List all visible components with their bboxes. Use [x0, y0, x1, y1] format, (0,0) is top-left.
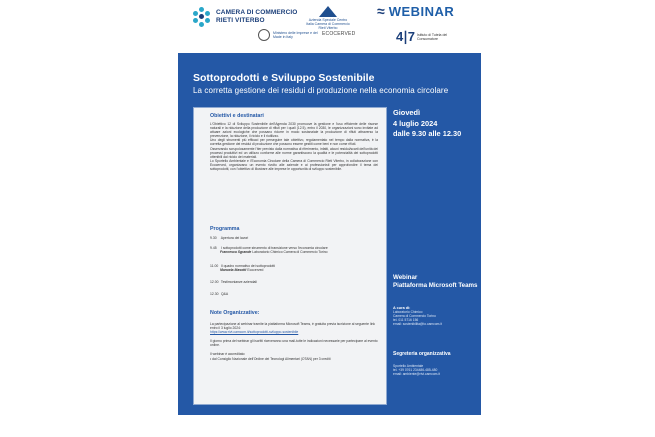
- contact-line: tel. 011 5716 156: [393, 318, 419, 323]
- ccrv-logo: [192, 7, 297, 27]
- program-heading: Programma: [210, 226, 240, 232]
- objectives-heading: Obiettivi e destinatari: [210, 113, 264, 119]
- event-title: Sottoprodotti e Sviluppo Sostenibile: [193, 72, 375, 84]
- event-date-value: 4 luglio 2024: [393, 118, 438, 128]
- ccrv-flower-icon: [192, 7, 212, 27]
- objectives-p3: Osservando scrupolosamente l'iter previsto dalla normativa di riferimento, infatti, alcuni residui/scarti dell'unità dei processi produttivi ed un utilizzo conforme alle norme garantiscono la qualità e le potenzialità dei sottoprodotti ottenibili dal riciclo dei materiali.: [210, 146, 378, 159]
- emblem-icon: [258, 29, 270, 41]
- program-item: [210, 264, 275, 272]
- azienda-speciale-text: Azienda Speciale Centro Italia Camera di Commercio Rieti Viterbo: [306, 18, 350, 30]
- segreteria-title: Segreteria organizzativa: [393, 351, 451, 357]
- objectives-p2: Uno degli strumenti più efficaci per perseguire tale obiettivo, regolamentato nel tempo dalla normativa, è la corretta gestione dei residui di produzione che possono essere gestiti come beni e non come rifiuti.: [210, 138, 378, 147]
- content-card: [193, 107, 387, 405]
- event-hours: dalle 9.30 alle 12.30: [393, 129, 462, 138]
- notes-p1: La partecipazione al webinar tramite la piattaforma Microsoft Teams, è gratuita previa iscrizione al seguente link entro il 3 luglio 2024:: [210, 322, 375, 331]
- notes-text: La partecipazione al webinar tramite la piattaforma Microsoft Teams, è gratuita previa iscrizione al seguente link entro il 3 luglio 2024: https://www.rivt.camcom.it/sottoprodotti-sviluppo-sostenibile Il giorno prima del webinar gli iscritti riceveranno una mail-tutte le indicazioni necessarie per partecipare al evento online. Il webinar è accreditato: • dal Consiglio Nazionale dell'Ordine dei Tecnologi Alimentari (OTAN) per 3 crediti: [210, 322, 380, 366]
- program-text: Apertura dei lavori: [220, 236, 249, 240]
- istituto-logo: [396, 29, 455, 45]
- contact-email[interactable]: email: sostenibilita@to.camcom.it: [393, 322, 442, 327]
- program-time: 11.00: [210, 264, 219, 268]
- contact-line: Camera di Commercio Torino: [393, 314, 436, 319]
- notes-p2: Il giorno prima del webinar gli iscritti riceveranno una mail-tutte le indicazioni necessarie per partecipare al evento online.: [210, 339, 378, 348]
- objectives-text: [210, 122, 378, 171]
- program-text: I sottoprodotti come strumento di transizione verso l'economia circolare: [220, 246, 328, 250]
- triangle-icon: [319, 6, 337, 17]
- registration-link[interactable]: https://www.rivt.camcom.it/sottoprodotti-sviluppo-sostenibile: [210, 330, 299, 335]
- program-text: Q&A: [220, 292, 229, 296]
- program-time: 9.45: [210, 246, 217, 250]
- webinar-logo: [377, 3, 454, 19]
- event-subtitle: La corretta gestione dei residui di produzione nella economia circolare: [193, 86, 449, 95]
- platform-label: Webinar: [393, 274, 418, 281]
- platform-name: Piattaforma Microsoft Teams: [393, 282, 478, 290]
- azienda-speciale-logo: [305, 6, 351, 30]
- program-speaker-role: Laboratorio Chimico Camera di Commercio Torino: [252, 250, 328, 255]
- program-text: Testimonianze aziendali: [220, 280, 257, 284]
- event-day: Giovedì: [393, 108, 421, 117]
- seg-line: tel. +39 0761 234486-485-480: [393, 368, 438, 373]
- program-speaker: Francesca Sgrande: [220, 250, 252, 255]
- ccrv-line1: CAMERA DI COMMERCIO: [216, 9, 298, 16]
- program-item: [210, 292, 228, 296]
- seg-email[interactable]: email: ambiente@rivt.camcom.it: [393, 372, 440, 377]
- notes-bullet: dal Consiglio Nazionale dell'Ordine dei Tecnologi Alimentari (OTAN) per 3 crediti: [212, 356, 331, 361]
- program-time: 12.00: [210, 280, 219, 284]
- istituto-mark-icon: 4∣7: [396, 29, 414, 44]
- program-speaker-role: Ecocerved: [247, 268, 264, 273]
- program-item: [210, 246, 328, 254]
- program-item: [210, 236, 248, 240]
- notes-p3: Il webinar è accreditato:: [210, 352, 246, 357]
- seg-line: Sportello Ambientale: [393, 364, 424, 368]
- program-text: Il quadro normativo dei sottoprodotti: [220, 264, 276, 268]
- event-date: [393, 108, 461, 140]
- ccrv-line2: RIETI VITERBO: [216, 17, 265, 24]
- program-time: 12.30: [210, 292, 219, 296]
- istituto-text: Istituto di Tutela del Consumatore: [416, 33, 448, 41]
- program-item: [210, 280, 257, 284]
- ecocerved-logo: ECOCERVED: [322, 31, 356, 37]
- notes-heading: Note Organizzative:: [210, 310, 260, 316]
- program-speaker: Manuela Masotti: [220, 268, 247, 273]
- header-logos: [0, 0, 655, 50]
- program-time: 9.30: [210, 236, 217, 240]
- webinar-label: WEBINAR: [388, 3, 455, 19]
- contact-block: [393, 306, 478, 326]
- objectives-p1: L'Obiettivo 12 di Sviluppo Sostenibile dell'Agenda 2030 promuove la gestione e l'uso efficiente delle risorse naturali e la riduzione della produzione di rifiuti per i quali (12.5), entro il 2030, le organizzazioni sono invitate ad attuare azioni ecologiche che possano ridurre in modo sostanziale la produzione di rifiuti attraverso la prevenzione, la riduzione, il riciclo e il riutilizzo.: [210, 122, 378, 139]
- contact-head: A cura di:: [393, 306, 411, 310]
- ministero-text: Ministero delle Imprese e del Made in Italy: [273, 31, 318, 39]
- contact-line: Laboratorio Chimico: [393, 310, 423, 315]
- wave-icon: ≈: [377, 3, 385, 19]
- ministero-logo: [258, 29, 319, 41]
- objectives-p4: Lo Sportello Ambientale e l'Economia Circolare della Camera di Commercio Rieti Viterbo, in collaborazione con Ecocerved, organizzano un evento rivolto alle aziende e ai professionisti per approfondire il tema dei sottoprodotti, con l'obiettivo di illustrare alle imprese le opportunità di sviluppo sostenibile.: [210, 158, 378, 172]
- segreteria-details: [393, 364, 478, 376]
- platform-block: [393, 274, 478, 290]
